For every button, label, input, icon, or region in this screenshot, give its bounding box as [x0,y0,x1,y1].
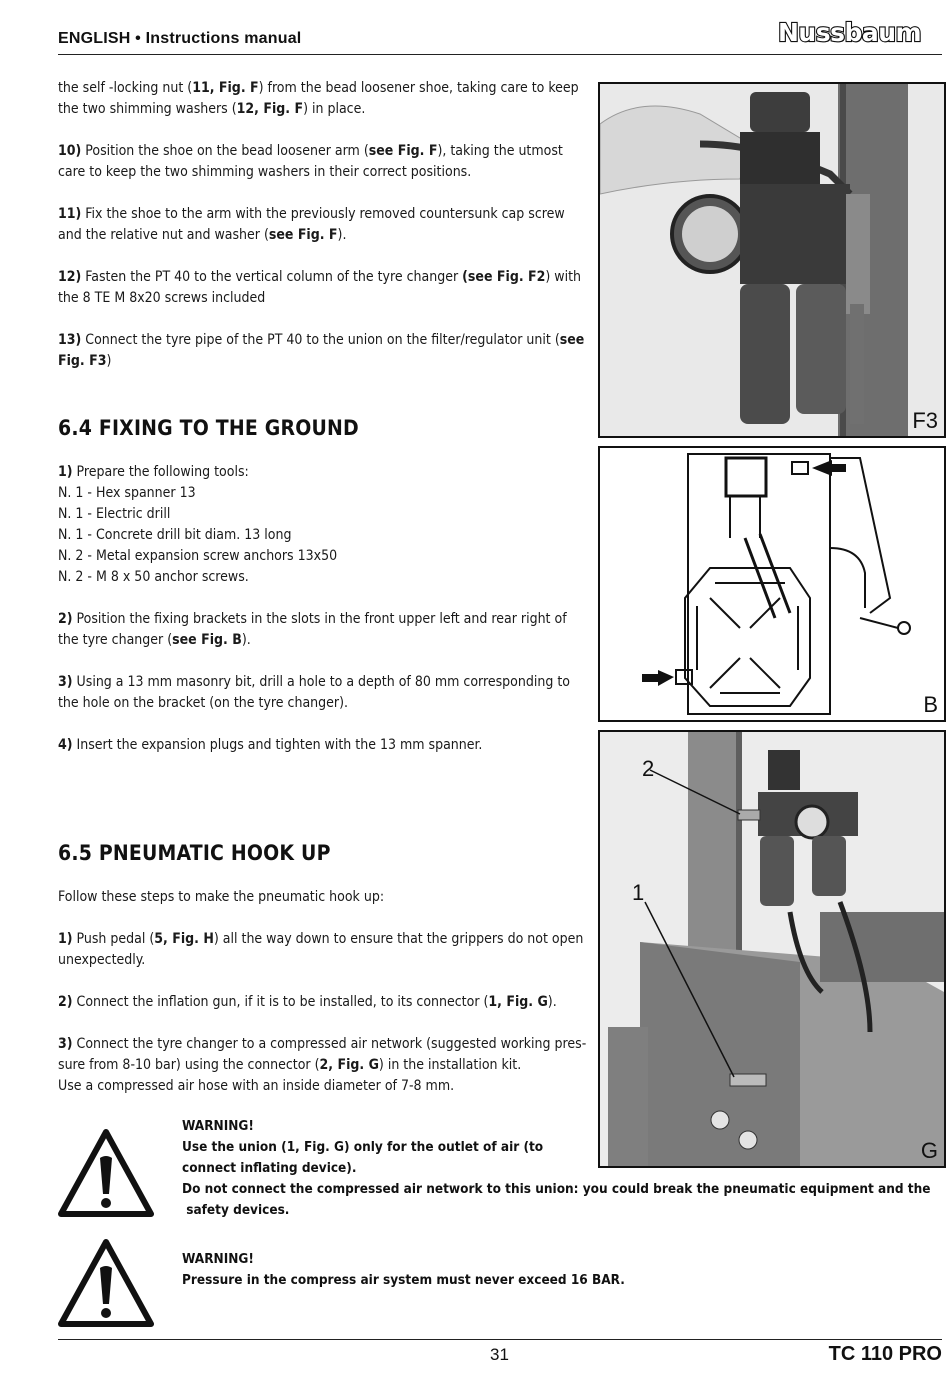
figure-b-label: B [923,692,938,717]
section-fixing-text [58,462,588,756]
warning-triangle-icon [58,1238,154,1332]
tool-item: N. 2 - Metal expansion screw anchors 13x50 [58,548,338,564]
figure-g-callout-1: 1 [632,880,645,905]
paragraph-step-13: 13) Connect the tyre pipe of the PT 40 to the union on the filter/regulator unit (see Fig. F3) [58,332,585,369]
pneumatic-step-2: 2) Connect the inflation gun, if it is to be installed, to its connector (1, Fig. G). [58,994,557,1010]
paragraph-step-11: 11) Fix the shoe to the arm with the previously removed countersunk cap screw and the relative nut and washer (see Fig. F). [58,206,565,243]
pneumatic-step-3: 3) Connect the tyre changer to a compressed air network (suggested working pres-sure from 8-10 bar) using the connector (2, Fig. G) in the installation kit. [58,1036,587,1073]
warning-line: safety devices. [182,1202,290,1218]
warning-line: WARNING! [182,1118,254,1134]
warning-line: Do not connect the compressed air network to this union: you could break the pneumatic equipment and the [182,1181,931,1197]
figure-g-callout-2: 2 [642,756,655,781]
figure-g-label: G [920,1138,938,1163]
figure-b [598,446,946,722]
tool-item: N. 2 - M 8 x 50 anchor screws. [58,569,249,585]
warning-line: WARNING! [182,1251,254,1267]
figure-g [598,730,946,1168]
model-name: TC 110 PRO [828,1343,942,1365]
pneumatic-step-3-note: Use a compressed air hose with an inside diameter of 7-8 mm. [58,1078,455,1094]
paragraph-intro: the self -locking nut (11, Fig. F) from the bead loosener shoe, taking care to keep the two shimming washers (12, Fig. F) in place. [58,80,579,117]
warning-line: Use the union (1, Fig. G) only for the outlet of air (to [182,1139,544,1155]
step-4: 4) Insert the expansion plugs and tighten with the 13 mm spanner. [58,737,483,753]
paragraph-step-10: 10) Position the shoe on the bead loosener arm (see Fig. F), taking the utmost care to keep the two shimming washers in their correct positions. [58,143,563,180]
header-title: ENGLISH • Instructions manual [58,30,302,47]
section-heading-fixing: 6.4 FIXING TO THE GROUND [58,416,359,440]
figure-g-illustration [600,732,944,1166]
warning-line: Pressure in the compress air system must never exceed 16 BAR. [182,1272,625,1288]
tool-item: N. 1 - Concrete drill bit diam. 13 long [58,527,292,543]
figure-f3-label: F3 [912,408,938,433]
step-2: 2) Position the fixing brackets in the slots in the front upper left and rear right of the tyre changer (see Fig. B). [58,611,567,648]
header-rule [58,54,942,55]
warning-triangle-icon [58,1128,154,1222]
section-heading-pneumatic: 6.5 PNEUMATIC HOOK UP [58,841,331,865]
pneumatic-step-1: 1) Push pedal (5, Fig. H) all the way down to ensure that the grippers do not open unexpectedly. [58,931,584,968]
warning-block-2 [182,1249,625,1291]
intro-text [58,78,588,372]
tool-item: N. 1 - Hex spanner 13 [58,485,196,501]
figure-f3 [598,82,946,438]
footer-rule [58,1339,942,1340]
figure-f3-illustration [600,84,944,436]
paragraph-step-12: 12) Fasten the PT 40 to the vertical column of the tyre changer (see Fig. F2) with the 8 TE M 8x20 screws included [58,269,582,306]
page-number: 31 [490,1345,509,1364]
figure-b-illustration [600,448,944,720]
step-3: 3) Using a 13 mm masonry bit, drill a hole to a depth of 80 mm corresponding to the hole on the bracket (on the tyre changer). [58,674,570,711]
brand-logo: Nussbaum [778,18,922,47]
step-1: 1) Prepare the following tools: [58,464,249,480]
warning-line: connect inflating device). [182,1160,357,1176]
section-pneumatic-text [58,887,588,1097]
tool-item: N. 1 - Electric drill [58,506,171,522]
pneumatic-intro: Follow these steps to make the pneumatic hook up: [58,889,385,905]
